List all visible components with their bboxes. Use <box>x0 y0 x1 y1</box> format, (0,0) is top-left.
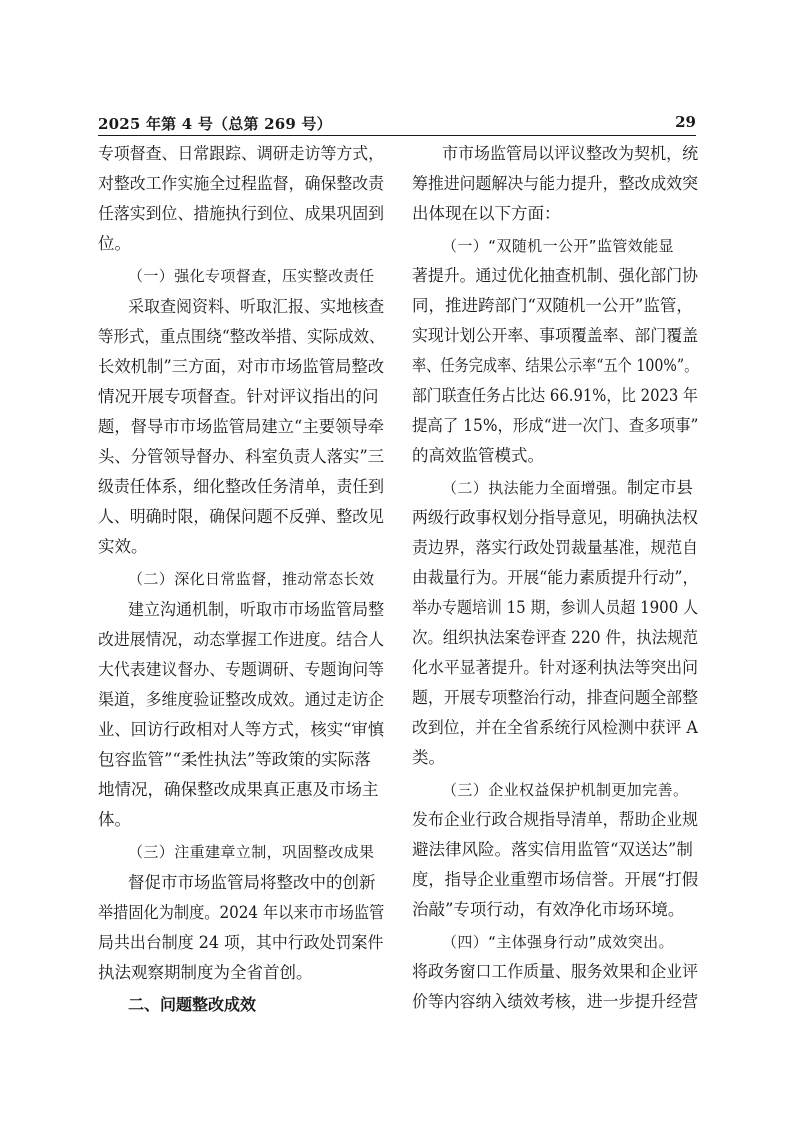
body-line: 实现计划公开率、事项覆盖率、部门覆盖 <box>412 326 699 345</box>
body-line: 采取查阅资料、听取汇报、实地核查 <box>128 297 385 316</box>
subheading: （二）深化日常监督，推动常态长效 <box>128 570 375 588</box>
body-line: 次。组织执法案卷评查 220 件，执法规范 <box>412 628 699 647</box>
body-line: 类。 <box>412 748 445 767</box>
body-line: 的高效监管模式。 <box>412 446 544 465</box>
body-line: 长效机制”三方面，对市市场监管局整改 <box>98 357 385 376</box>
body-line: 市市场监管局以评议整改为契机，统 <box>442 144 699 163</box>
body-line: 大代表建议督办、专题调研、专题询问等 <box>98 660 385 679</box>
body-line: 任落实到位、措施执行到位、成果巩固到 <box>98 204 385 223</box>
body-line: 避法律风险。落实信用监管“双送达”制 <box>412 840 693 859</box>
subheading: （一）强化专项督查，压实整改责任 <box>128 267 375 285</box>
subheading: （一）“双随机一公开”监管效能显 <box>442 237 674 255</box>
body-line: 同，推进跨部门“双随机一公开”监管， <box>412 296 693 315</box>
body-line: 渠道，多维度验证整改成效。通过走访企 <box>98 690 385 709</box>
body-line: 由裁量行为。开展“能力素质提升行动”， <box>412 568 699 587</box>
body-line: 体。 <box>98 810 131 829</box>
body-line: 包容监管”“柔性执法”等政策的实际落 <box>98 750 371 769</box>
section-heading: 二、问题整改成效 <box>128 995 257 1014</box>
body-line: 举措固化为制度。2024 年以来市市场监管 <box>98 903 385 922</box>
body-line: 等形式，重点围绕“整改举措、实际成效、 <box>98 327 385 346</box>
body-line: 位。 <box>98 234 131 253</box>
body-line: 头、分管领导督办、科室负责人落实”三 <box>98 447 385 466</box>
body-line: 举办专题培训 15 期，参训人员超 1900 人 <box>412 598 698 617</box>
body-line: 人、明确时限，确保问题不反弹、整改见 <box>98 507 385 526</box>
body-line: 情况开展专项督查。针对评议指出的问 <box>98 387 379 406</box>
body-line: 将政务窗口工作质量、服务效果和企业评 <box>412 962 699 981</box>
body-line: 筹推进问题解决与能力提升，整改成效突 <box>412 174 699 193</box>
body-line: 制定市县 <box>626 478 693 497</box>
subheading: （三）注重建章立制，巩固整改成果 <box>128 843 375 861</box>
subheading: （四）“主体强身行动”成效突出。 <box>442 933 674 951</box>
paragraph-lead <box>442 473 693 503</box>
page-header <box>98 113 696 135</box>
body-line: 率、任务完成率、结果公示率“五个 100%”。 <box>412 356 699 375</box>
body-line: 著提升。通过优化抽查机制、强化部门协 <box>412 266 699 285</box>
page-number: 29 <box>675 113 696 131</box>
body-line: 专项督查、日常跟踪、调研走访等方式， <box>98 144 385 163</box>
issue-label: 2025 年第 4 号（总第 269 号） <box>98 115 332 133</box>
body-line: 责边界，落实行政处罚裁量基准，规范自 <box>412 538 699 557</box>
body-line: 实效。 <box>98 537 148 556</box>
body-line: 改到位，并在全省系统行风检测中获评 A <box>412 718 698 737</box>
body-line: 价等内容纳入绩效考核，进一步提升经营 <box>412 992 699 1011</box>
body-line: 题，开展专项整治行动，排查问题全部整 <box>412 688 699 707</box>
body-line: 地情况，确保整改成果真正惠及市场主 <box>98 780 379 799</box>
body-line: 两级行政事权划分指导意见，明确执法权 <box>412 508 699 527</box>
body-line: 发布企业行政合规指导清单，帮助企业规 <box>412 810 699 829</box>
body-line: 级责任体系，细化整改任务清单，责任到 <box>98 477 385 496</box>
body-line: 业、回访行政相对人等方式，核实“审慎 <box>98 720 385 739</box>
body-line: 题，督导市市场监管局建立“主要领导牵 <box>98 417 385 436</box>
body-line: 对整改工作实施全过程监督，确保整改责 <box>98 174 385 193</box>
body-line: 治敲”专项行动，有效净化市场环境。 <box>412 900 685 919</box>
body-line: 提高了 15%，形成“进一次门、查多项事” <box>412 416 699 435</box>
body-line: 建立沟通机制，听取市市场监管局整 <box>128 600 385 619</box>
header-rule <box>98 135 696 136</box>
body-line: 度，指导企业重塑市场信誉。开展“打假 <box>412 870 699 889</box>
body-line: 局共出台制度 24 项，其中行政处罚案件 <box>98 933 384 952</box>
body-line: 出体现在以下方面： <box>412 204 561 223</box>
subheading: （二）执法能力全面增强。 <box>442 479 627 497</box>
body-line: 督促市市场监管局将整改中的创新 <box>128 873 376 892</box>
body-line: 化水平显著提升。针对逐利执法等突出问 <box>412 658 699 677</box>
subheading: （三）企业权益保护机制更加完善。 <box>442 781 689 799</box>
body-line: 部门联查任务占比达 66.91%，比 2023 年 <box>412 386 698 405</box>
body-line: 改进展情况，动态掌握工作进度。结合人 <box>98 630 385 649</box>
body-line: 执法观察期制度为全省首创。 <box>98 963 313 982</box>
